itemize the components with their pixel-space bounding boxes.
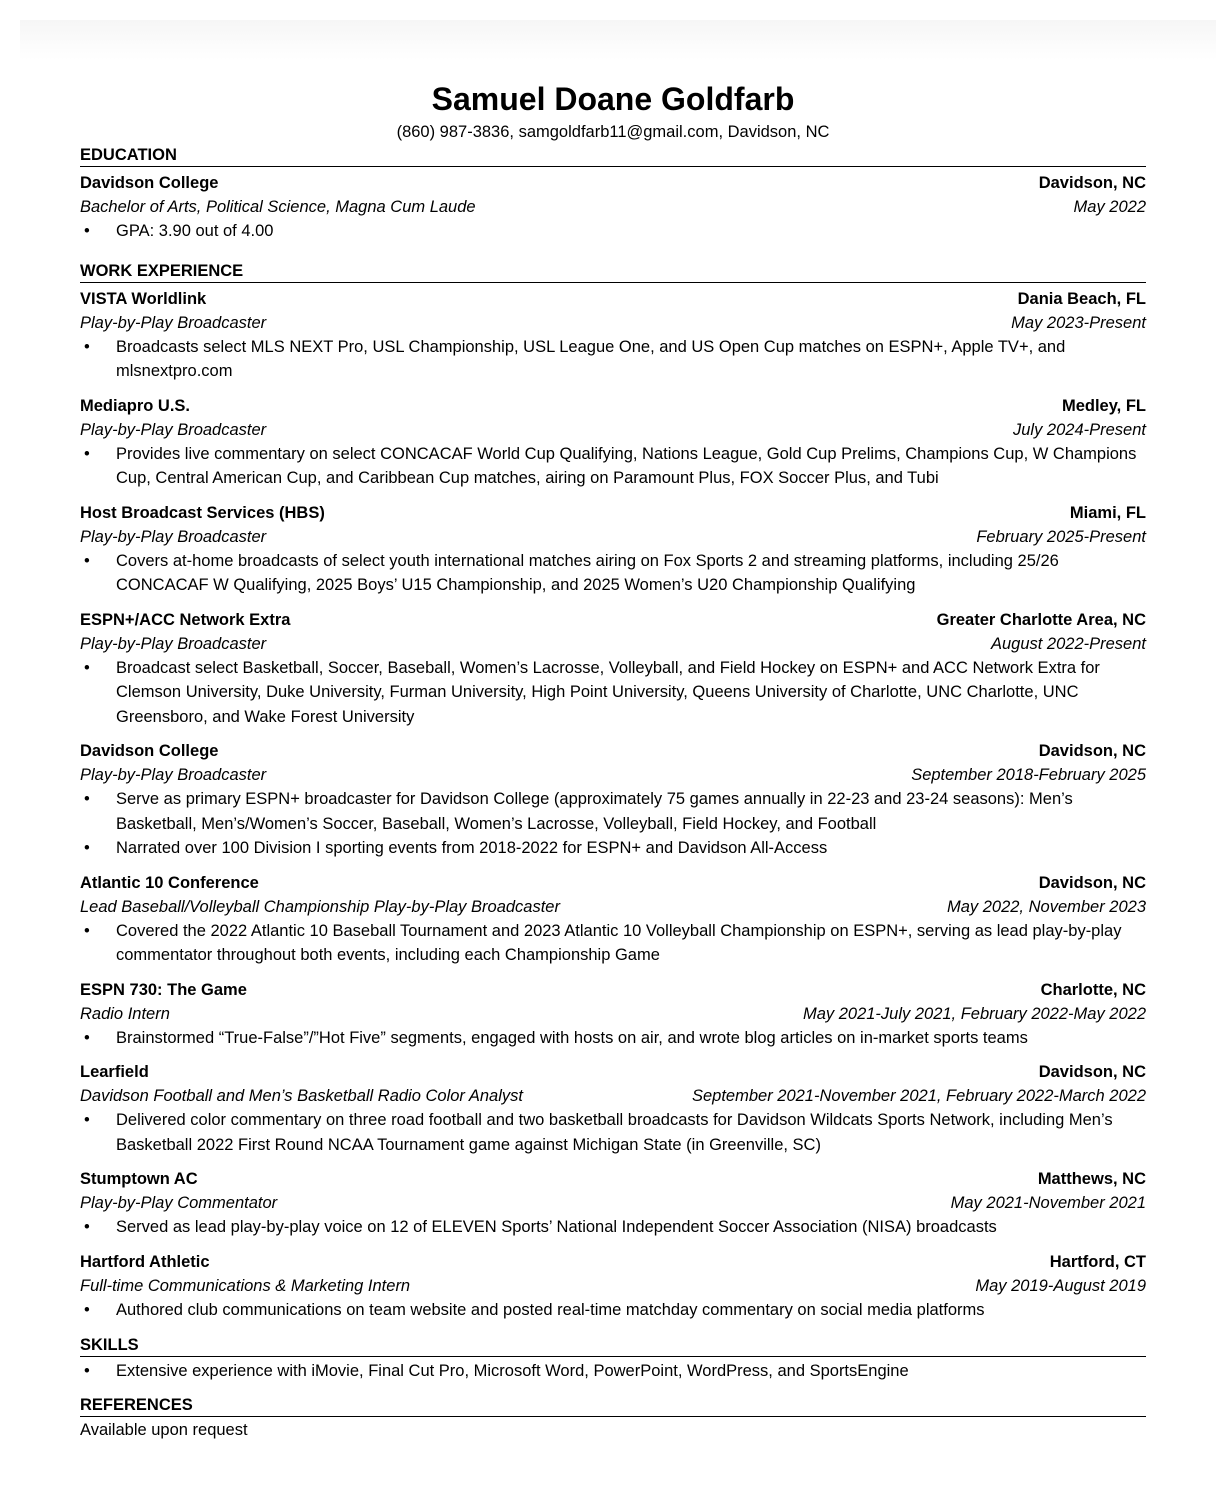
job-dates: February 2025-Present: [976, 527, 1146, 546]
work-entry: [80, 871, 1146, 968]
job-title: Play-by-Play Commentator: [80, 1194, 278, 1212]
employer-location: Matthews, NC: [1037, 1170, 1146, 1188]
employer-location: Davidson, NC: [1038, 873, 1146, 892]
employer-name: Mediapro U.S.: [80, 396, 191, 415]
resume-name: Samuel Doane Goldfarb: [431, 81, 795, 117]
job-bullet: • Narrated over 100 Division I sporting events from 2018-2022 for ESPN+ and Davidson All-Access: [80, 836, 1146, 861]
job-bullet: • Authored club communications on team website and posted real-time matchday commentary on social media platforms: [80, 1298, 1146, 1323]
page-top-shading: [20, 20, 1216, 60]
job-dates: September 2018-February 2025: [911, 766, 1146, 784]
job-title: Play-by-Play Broadcaster: [80, 313, 267, 332]
job-dates: May 2023-Present: [1011, 313, 1146, 332]
job-bullet: • Brainstormed “True-False”/”Hot Five” segments, engaged with hosts on air, and wrote blog articles on in-market sports teams: [80, 1026, 1146, 1051]
education-heading: EDUCATION: [80, 144, 1146, 167]
gpa-bullet: • GPA: 3.90 out of 4.00: [80, 219, 1146, 244]
contact-line: (860) 987-3836, samgoldfarb11@gmail.com, Davidson, NC: [396, 123, 830, 141]
school-name: Davidson College: [80, 174, 219, 192]
work-entry: [80, 1167, 1146, 1240]
graduation-date: May 2022: [1073, 198, 1146, 216]
job-bullet: • Broadcasts select MLS NEXT Pro, USL Championship, USL League One, and US Open Cup matches on ESPN+, Apple TV+, and mlsnextpro.com: [80, 335, 1146, 384]
employer-name: Hartford Athletic: [80, 1252, 210, 1271]
employer-name: Learfield: [80, 1063, 149, 1081]
work-entry: [80, 608, 1146, 730]
work-entry: [80, 287, 1146, 384]
work-entry: [80, 1250, 1146, 1323]
employer-name: Host Broadcast Services (HBS): [80, 503, 325, 522]
employer-name: ESPN 730: The Game: [80, 980, 247, 999]
work-entry: [80, 1060, 1146, 1157]
job-dates: May 2021-July 2021, February 2022-May 2022: [802, 1004, 1146, 1023]
references-heading: REFERENCES: [80, 1394, 1146, 1417]
employer-location: Charlotte, NC: [1040, 980, 1146, 999]
employer-name: Atlantic 10 Conference: [80, 873, 259, 892]
job-title: Play-by-Play Broadcaster: [80, 634, 267, 653]
references-text: Available upon request: [80, 1420, 248, 1439]
job-bullet: • Covers at-home broadcasts of select youth international matches airing on Fox Sports 2 and streaming platforms, including 25/26 CONCACAF W Qualifying, 2025 Boys’ U15 Championship, and 2025 Women’s U20 Championship Qualifying: [80, 549, 1146, 598]
employer-location: Dania Beach, FL: [1017, 289, 1146, 308]
job-bullet: • Serve as primary ESPN+ broadcaster for Davidson College (approximately 75 games annually in 22-23 and 23-24 seasons): Men’s Basketball, Men’s/Women’s Soccer, Baseball, Women’s Lacrosse, Volleyball, Field Hockey, and Football: [80, 787, 1146, 836]
employer-location: Greater Charlotte Area, NC: [936, 610, 1146, 629]
job-dates: September 2021-November 2021, February 2022-March 2022: [691, 1087, 1146, 1105]
work-entries: [80, 287, 1146, 1323]
employer-location: Davidson, NC: [1038, 1063, 1146, 1081]
job-dates: August 2022-Present: [990, 634, 1146, 653]
job-bullet: • Covered the 2022 Atlantic 10 Baseball Tournament and 2023 Atlantic 10 Volleyball Championship on ESPN+, serving as lead play-by-play commentator throughout both events, including each Championship Game: [80, 919, 1146, 968]
job-dates: May 2022, November 2023: [946, 897, 1146, 916]
work-entry: [80, 394, 1146, 491]
job-bullet: • Broadcast select Basketball, Soccer, Baseball, Women’s Lacrosse, Volleyball, and Field Hockey on ESPN+ and ACC Network Extra for Clemson University, Duke University, Furman University, High Point University, Queens University of Charlotte, UNC Charlotte, UNC Greensboro, and Wake Forest University: [80, 656, 1146, 730]
skills-heading: SKILLS: [80, 1334, 1146, 1357]
job-bullet: • Delivered color commentary on three road football and two basketball broadcasts for Davidson Wildcats Sports Network, including Men’s Basketball 2022 First Round NCAA Tournament game against Michigan State (in Greenville, SC): [80, 1108, 1146, 1157]
employer-location: Davidson, NC: [1038, 742, 1146, 760]
job-title: Play-by-Play Broadcaster: [80, 420, 267, 439]
resume-page: [80, 80, 1146, 1442]
employer-location: Medley, FL: [1061, 396, 1146, 415]
work-entry: [80, 501, 1146, 598]
job-title: Full-time Communications & Marketing Intern: [80, 1276, 411, 1295]
employer-name: Stumptown AC: [80, 1170, 198, 1188]
work-heading: WORK EXPERIENCE: [80, 260, 1146, 283]
job-title: Play-by-Play Broadcaster: [80, 527, 267, 546]
job-dates: July 2024-Present: [1013, 420, 1146, 439]
job-bullet: • Served as lead play-by-play voice on 12 of ELEVEN Sports’ National Independent Soccer Association (NISA) broadcasts: [80, 1215, 1146, 1240]
employer-name: VISTA Worldlink: [80, 289, 207, 308]
job-dates: May 2019-August 2019: [975, 1276, 1146, 1295]
job-bullet: • Provides live commentary on select CONCACAF World Cup Qualifying, Nations League, Gold Cup Prelims, Champions Cup, W Champions Cup, Central American Cup, and Caribbean Cup matches, airing on Paramount Plus, FOX Soccer Plus, and Tubi: [80, 442, 1146, 491]
work-entry: [80, 739, 1146, 861]
degree: Bachelor of Arts, Political Science, Magna Cum Laude: [80, 198, 476, 216]
job-title: Lead Baseball/Volleyball Championship Play-by-Play Broadcaster: [80, 897, 560, 916]
employer-name: ESPN+/ACC Network Extra: [80, 610, 291, 629]
work-entry: [80, 978, 1146, 1051]
employer-location: Miami, FL: [1069, 503, 1146, 522]
employer-location: Hartford, CT: [1049, 1252, 1146, 1271]
school-location: Davidson, NC: [1038, 174, 1146, 192]
employer-name: Davidson College: [80, 742, 219, 760]
skills-bullet: • Extensive experience with iMovie, Final Cut Pro, Microsoft Word, PowerPoint, WordPress, and SportsEngine: [80, 1359, 1146, 1384]
education-entry: [80, 171, 1146, 244]
job-dates: May 2021-November 2021: [950, 1194, 1146, 1212]
job-title: Radio Intern: [80, 1004, 170, 1023]
job-title: Play-by-Play Broadcaster: [80, 766, 267, 784]
job-title: Davidson Football and Men’s Basketball Radio Color Analyst: [80, 1087, 523, 1105]
